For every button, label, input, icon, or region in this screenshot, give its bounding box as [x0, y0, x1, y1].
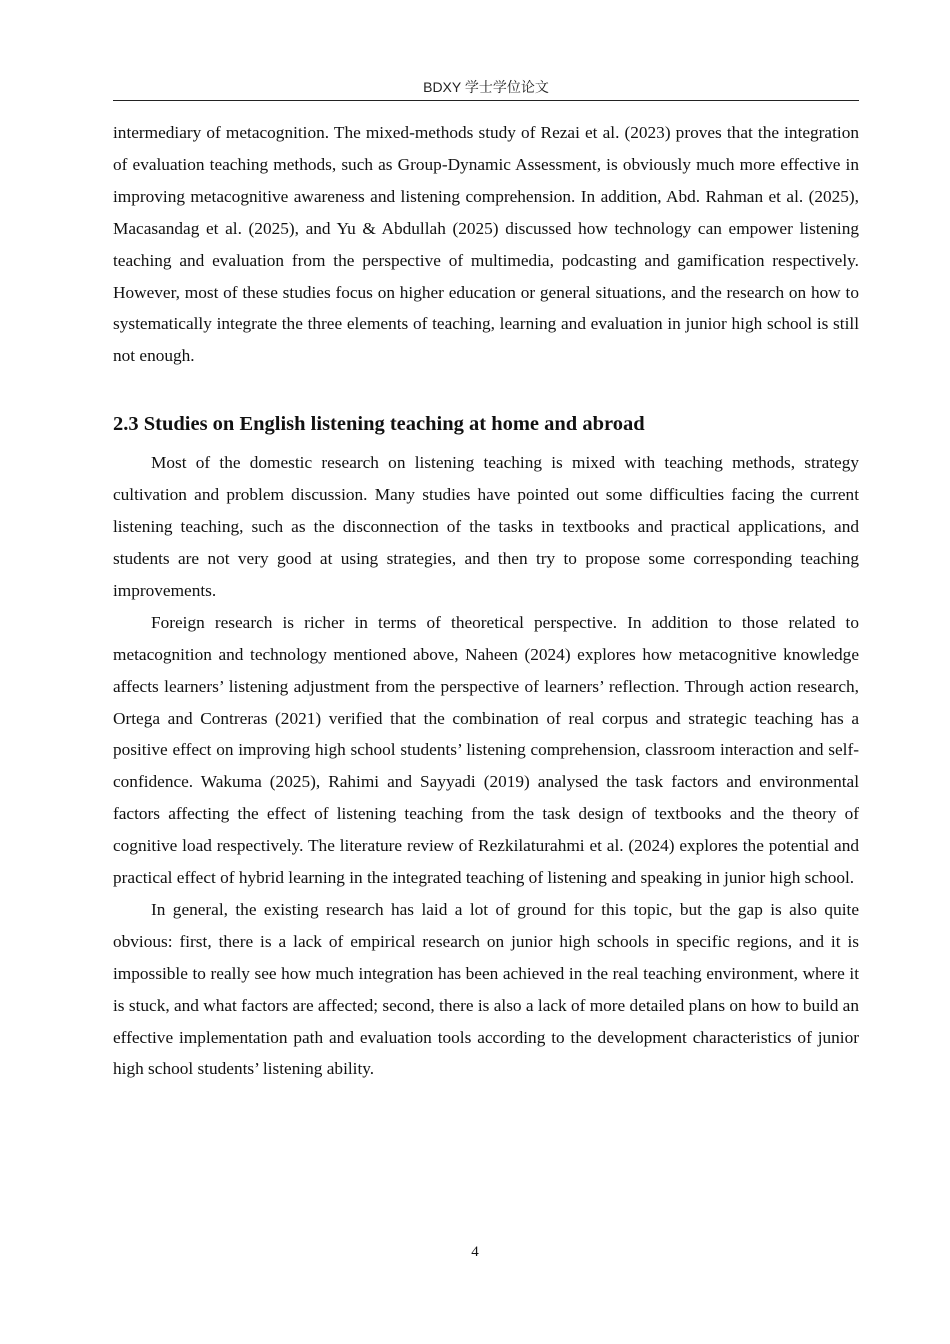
body-paragraph-domestic-research: Most of the domestic research on listening teaching is mixed with teaching methods, strategy cultivation and problem discussion. Many studies have pointed out some difficulties facing the current listening teaching, such as the disconnection of the tasks in textbooks and practical applications, and students are not very good at using strategies, and then try to propose some corresponding teaching improvements. — [113, 453, 859, 600]
body-paragraph-continued: intermediary of metacognition. The mixed-methods study of Rezai et al. (2023) proves that the integration of evaluation teaching methods, such as Group-Dynamic Assessment, is obviously much more effective in improving metacognitive awareness and listening comprehension. In addition, Abd. Rahman et al. (2025), Macasandag et al. (2025), and Yu & Abdullah (2025) discussed how technology can empower listening teaching and evaluation from the perspective of multimedia, podcasting and gamification respectively. However, most of these studies focus on higher education or general situations, and the research on how to systematically integrate the three elements of teaching, learning and evaluation in junior high school is still not enough. — [113, 123, 859, 366]
document-body — [113, 117, 859, 1085]
page-number: 4 — [471, 1244, 479, 1260]
body-paragraph-research-gap: In general, the existing research has laid a lot of ground for this topic, but the gap is also quite obvious: first, there is a lack of empirical research on junior high schools in specific regions, and it is impossible to really see how much integration has been achieved in the real teaching environment, where it is stuck, and what factors are affected; second, there is also a lack of more detailed plans on how to build an effective implementation path and evaluation tools according to the development characteristics of junior high school students’ listening ability. — [113, 899, 859, 1079]
page-header-title: BDXY 学士学位论文 — [423, 79, 549, 95]
body-paragraph-foreign-research: Foreign research is richer in terms of theoretical perspective. In addition to those related to metacognition and technology mentioned above, Naheen (2024) explores how metacognitive knowledge affects learners’ listening adjustment from the perspective of learners’ reflection. Through action research, Ortega and Contreras (2021) verified that the combination of real corpus and strategic teaching has a positive effect on improving high school students’ listening comprehension, classroom interaction and self-confidence. Wakuma (2025), Rahimi and Sayyadi (2019) analysed the task factors and environmental factors affecting the effect of listening teaching from the task design of textbooks and the theory of cognitive load respectively. The literature review of Rezkilaturahmi et al. (2024) explores the potential and practical effect of hybrid learning in the integrated teaching of listening and speaking in junior high school. — [113, 612, 859, 888]
section-heading: 2.3 Studies on English listening teaching at home and abroad — [113, 413, 645, 436]
header-divider — [113, 100, 859, 101]
